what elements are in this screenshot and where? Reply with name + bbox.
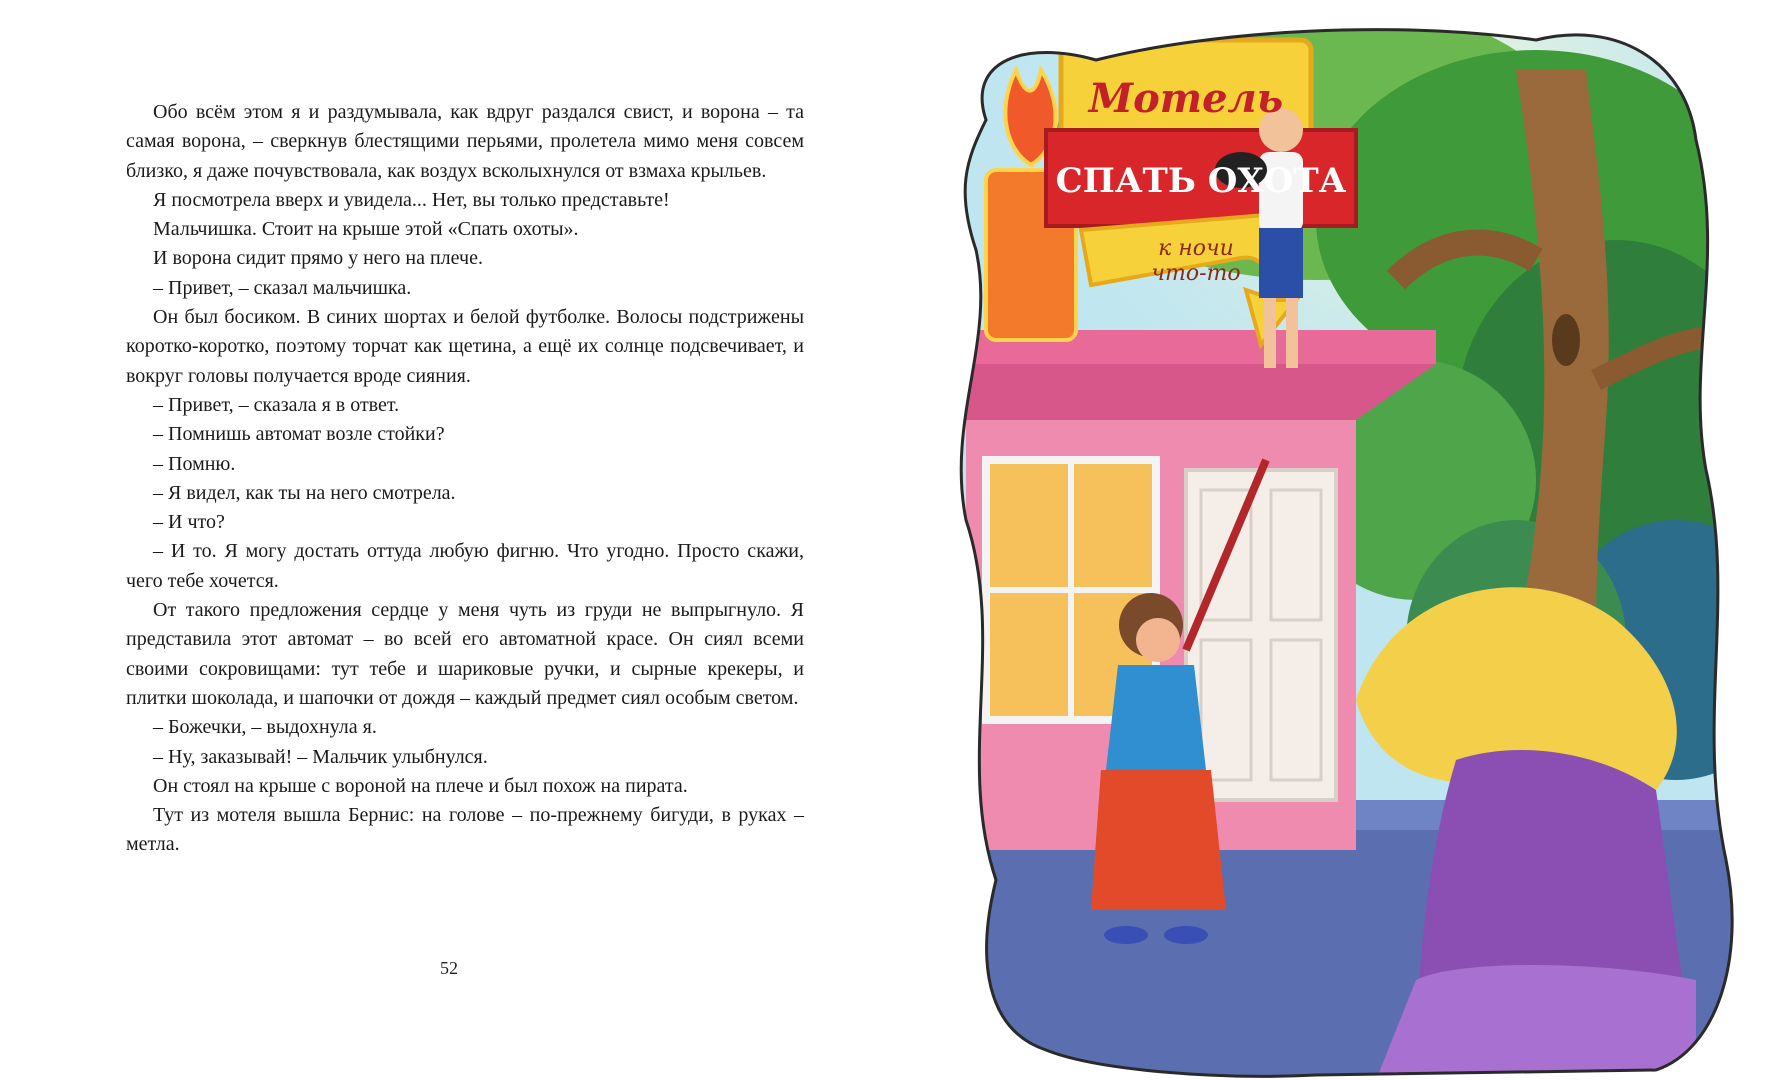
paragraph: – Помнишь автомат возле стойки?	[153, 423, 445, 446]
paragraph: – Я видел, как ты на него смотрела.	[153, 481, 456, 504]
sign-arrow-line2: что-то	[1151, 261, 1241, 286]
sign-arrow-line1: к ночи	[1158, 236, 1234, 261]
paragraph: – Божечки, – выдохнула я.	[153, 716, 377, 739]
paragraph: Тут из мотеля вышла Бернис: на голове – по-прежнему бигуди, в руках – метла.	[126, 804, 804, 856]
paragraph: – И то. Я могу достать оттуда любую фигню. Что угодно. Просто скажи, чего тебе хочется.	[126, 540, 804, 592]
sign-motel-text: Мотель	[1088, 75, 1284, 122]
page-number: 52	[440, 958, 458, 978]
paragraph: – И что?	[153, 511, 225, 534]
paragraph: Обо всём этом я и раздумывала, как вдруг раздался свист, и ворона – та самая ворона, – сверкнув блестящими перьями, пролетела мимо меня совсем близко, я даже почувствовала, как воздух всколыхнулся от взмаха крыльев.	[126, 101, 804, 182]
paragraph: Я посмотрела вверх и увидела... Нет, вы только представьте!	[153, 188, 670, 211]
paragraph: – Привет, – сказала я в ответ.	[153, 393, 400, 416]
paragraph: – Привет, – сказал мальчишка.	[153, 276, 412, 299]
paragraph: Он стоял на крыше с вороной на плече и был похож на пирата.	[153, 774, 688, 797]
paragraph: – Ну, заказывай! – Мальчик улыбнулся.	[153, 745, 488, 768]
paragraph: – Помню.	[153, 452, 236, 475]
paragraph: От такого предложения сердце у меня чуть из груди не выпрыгнуло. Я представила этот автомат – во всей его автоматной красе. Он сиял всеми своими сокровищами: тут тебе и шариковые ручки, и сырные крекеры, и плитки шоколада, и шапочки от дождя – каждый предмет сиял особым светом.	[126, 599, 804, 709]
right-page	[896, 0, 1792, 1080]
sign-spat-okhota-text: СПАТЬ ОХОТА	[1055, 161, 1347, 201]
paragraph: Он был босиком. В синих шортах и белой футболке. Волосы подстрижены коротко-коротко, поэтому торчат как щетина, а ещё их солнце подсвечивает, и вокруг головы получается вроде сияния.	[126, 306, 804, 387]
body-text	[126, 98, 804, 860]
motel-illustration	[896, 0, 1792, 1080]
paragraph: И ворона сидит прямо у него на плече.	[153, 247, 483, 270]
paragraph: Мальчишка. Стоит на крыше этой «Спать охоты».	[153, 218, 579, 241]
